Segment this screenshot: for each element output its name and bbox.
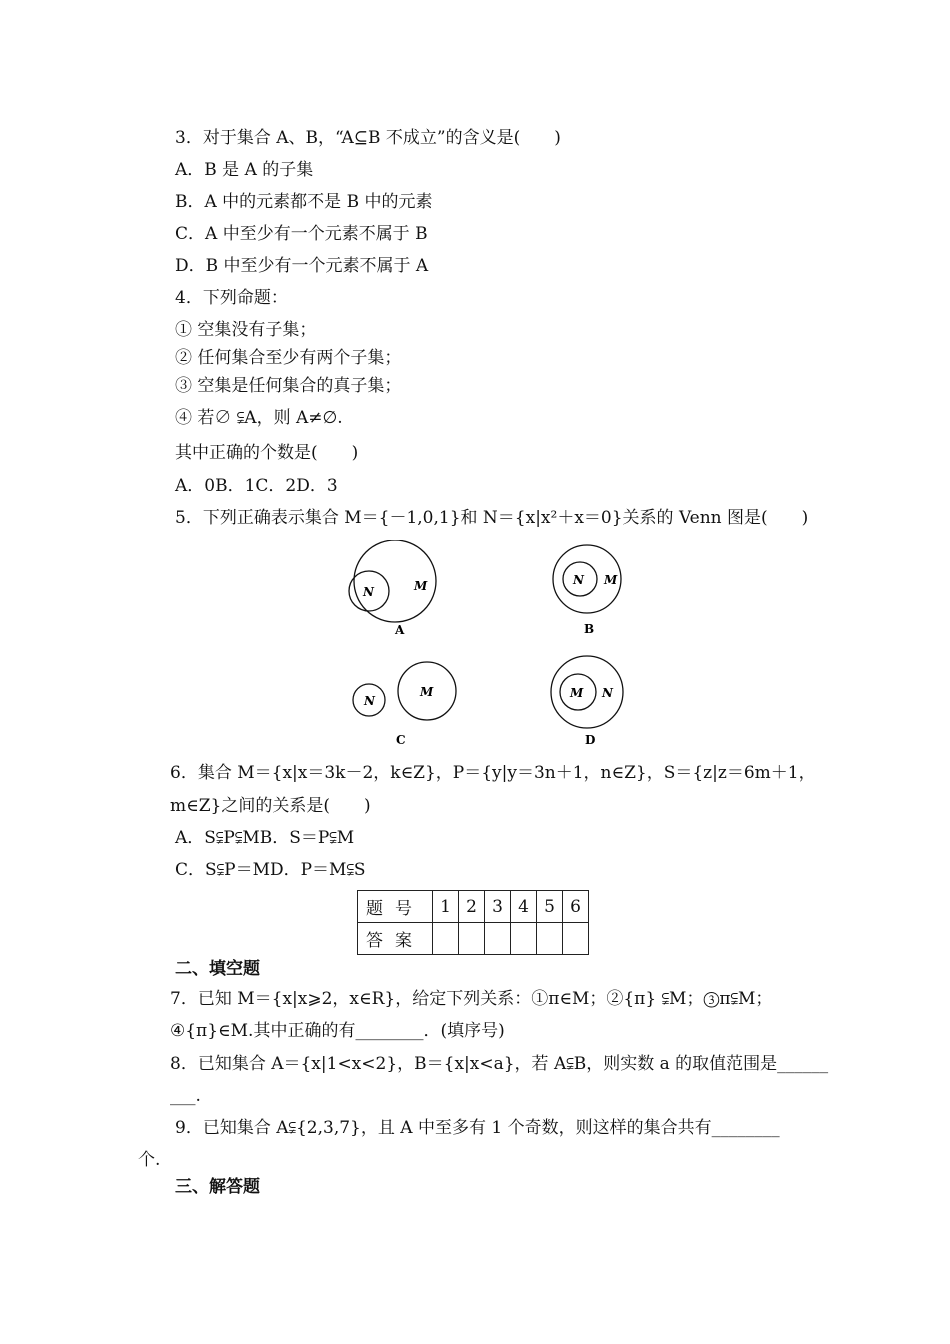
q3-option-c: C．A 中至少有一个元素不属于 B [175,224,428,244]
answer-table-number: 2 [459,891,485,923]
q4-stem: 4．下列命题： [175,288,288,308]
answer-table-number-row [358,891,589,923]
answer-table-number: 6 [563,891,589,923]
q6-options-ab: A．S⫋P⫋MB．S＝P⫋M [175,828,355,848]
venn-option-a [349,540,436,637]
answer-table-number: 1 [433,891,459,923]
venn-a-caption: A [395,623,405,637]
q4-item-4: ④ 若∅ ⫋A，则 A≠∅. [175,408,343,428]
venn-c-caption: C [396,733,406,747]
q5-stem: 5．下列正确表示集合 M＝{－1,0,1}和 N＝{x|x²＋x＝0}关系的 Venn 图是( ) [175,508,809,528]
q6-line1: 6．集合 M＝{x|x＝3k－2，k∈Z}，P＝{y|y＝3n＋1，n∈Z}，S＝{z|z＝6m＋1， [170,763,816,783]
answer-table-number: 3 [485,891,511,923]
venn-b-caption: B [584,622,595,636]
venn-d-label-m: M [570,686,584,700]
answer-table-number: 5 [537,891,563,923]
q6-line2: m∈Z}之间的关系是( ) [170,796,371,816]
venn-d-caption: D [585,733,596,747]
answer-cell[interactable] [433,923,459,955]
venn-a-label-n: N [363,585,374,599]
q8-line2: ___. [170,1086,201,1106]
section2-title: 二、填空题 [175,959,260,979]
venn-option-c [353,662,456,747]
venn-c-label-n: N [364,694,375,708]
venn-b-label-n: N [573,573,584,587]
q3-stem: 3．对于集合 A、B，“A⊆B 不成立”的含义是( ) [175,128,561,148]
answer-cell[interactable] [537,923,563,955]
q5-venn-diagrams [340,540,640,752]
q6-options-cd: C．S⫋P＝MD．P＝M⫋S [175,860,366,880]
q7-line1: 7．已知 M＝{x|x⩾2，x∈R}，给定下列关系：①π∈M；②{π} ⫋M；③π⫋M； [170,989,773,1009]
q4-item-1: ① 空集没有子集； [175,320,317,340]
venn-option-b [553,545,621,636]
q4-item-2: ② 任何集合至少有两个子集； [175,348,402,368]
venn-c-label-m: M [420,685,434,699]
venn-b-label-m: M [604,573,618,587]
q9-line1: 9．已知集合 A⫋{2,3,7}，且 A 中至多有 1 个奇数，则这样的集合共有________ [175,1118,780,1138]
q8-line1: 8．已知集合 A＝{x|1<x<2}，B＝{x|x<a}，若 A⫋B，则实数 a 的取值范围是______ [170,1054,829,1074]
q7-line2: ④{π}∈M.其中正确的有________．(填序号) [170,1021,505,1041]
answer-cell[interactable] [511,923,537,955]
venn-d-label-n: N [602,686,613,700]
answer-cell[interactable] [563,923,589,955]
answer-table-answer-row [358,923,589,955]
answer-table-answer-header: 答案 [358,923,433,955]
answer-table-number-header: 题号 [358,891,433,923]
answer-table-number: 4 [511,891,537,923]
q4-item-3: ③ 空集是任何集合的真子集； [175,376,402,396]
q4-options: A．0B．1C．2D．3 [175,476,338,496]
q4-ask: 其中正确的个数是( ) [175,443,359,463]
section3-title: 三、解答题 [175,1177,260,1197]
answer-cell[interactable] [459,923,485,955]
answer-cell[interactable] [485,923,511,955]
answer-table [357,890,589,955]
venn-option-d [551,656,623,747]
q3-option-d: D．B 中至少有一个元素不属于 A [175,256,429,276]
q9-line2: 个. [138,1150,161,1170]
q3-option-b: B．A 中的元素都不是 B 中的元素 [175,192,433,212]
q3-option-a: A．B 是 A 的子集 [175,160,314,180]
venn-a-label-m: M [414,579,428,593]
